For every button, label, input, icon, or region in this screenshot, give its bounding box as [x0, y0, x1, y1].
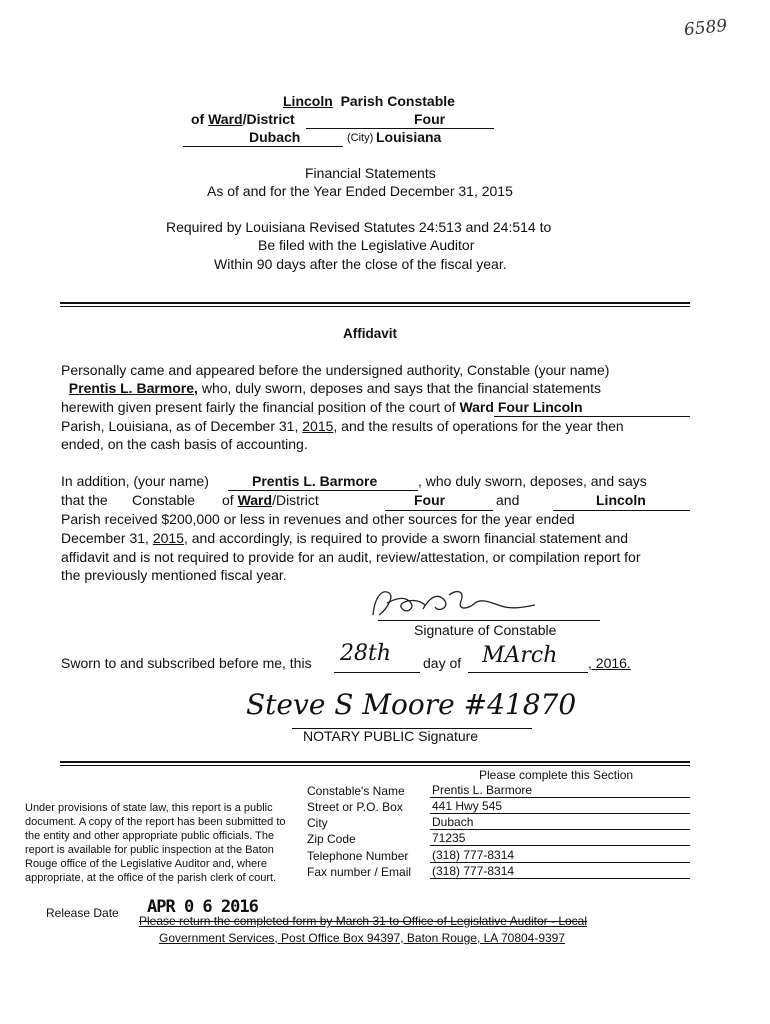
divider-bottom-2 — [60, 765, 690, 766]
affidavit-p2-line-4-post: , and accordingly, is required to provide a sworn financial statement and — [183, 530, 629, 546]
court-underline — [494, 416, 690, 417]
contact-value-zip: 71235 — [430, 831, 690, 846]
constable-signature-label: Signature of Constable — [414, 622, 557, 638]
notice-line: Rouge office of the Legislative Auditor and, where — [25, 858, 267, 870]
divider-top-2 — [60, 306, 690, 307]
affidavit-p2-that-the: that the — [61, 492, 108, 508]
requirement-line-1: Required by Louisiana Revised Statutes 24:513 and 24:514 to — [166, 219, 552, 235]
header-parish-constable-label: Parish Constable — [340, 93, 455, 109]
contact-value-street: 441 Hwy 545 — [430, 799, 690, 814]
affidavit-p2-district: /District — [272, 492, 319, 508]
constable-signature-image — [365, 585, 545, 625]
header-district-label: /District — [242, 111, 295, 127]
affidavit-p2-line-5: affidavit and is not required to provide for an audit, review/attestation, or compilation report for — [61, 549, 641, 565]
affidavit-p2-parish: Lincoln — [596, 492, 646, 508]
affidavit-p2-four: Four — [414, 492, 446, 508]
contact-label-name: Constable's Name — [307, 784, 405, 798]
footer-line-1: Please return the completed form by March 31 to Office of Legislative Auditor - Local — [139, 914, 588, 928]
title-line-2: As of and for the Year Ended December 31, 2015 — [207, 183, 513, 199]
footer-line-2: Government Services, Post Office Box 94397, Baton Rouge, LA 70804-9397 — [159, 931, 566, 945]
affidavit-p2-name: Prentis L. Barmore — [252, 473, 378, 489]
sworn-day-of: day of — [423, 655, 462, 671]
affidavit-p2-line-3: Parish received $200,000 or less in revenues and other sources for the year ended — [61, 511, 575, 527]
sworn-text: Sworn to and subscribed before me, this — [61, 655, 312, 671]
affidavit-p1-line-4-post: , and the results of operations for the year then — [333, 418, 624, 434]
contact-value-city: Dubach — [430, 815, 690, 830]
affidavit-p2-year: 2015 — [152, 530, 184, 546]
sworn-day-underline — [334, 672, 420, 673]
notice-line: Under provisions of state law, this report is a public — [25, 802, 273, 814]
affidavit-p1-line-5: ended, on the cash basis of accounting. — [61, 436, 308, 452]
p2-name-underline — [228, 490, 418, 491]
affidavit-p2-constable: Constable — [132, 492, 196, 508]
sworn-day-handwritten: 28th — [340, 641, 392, 666]
release-date-label: Release Date — [46, 906, 119, 920]
notary-label: NOTARY PUBLIC Signature — [303, 728, 479, 744]
affidavit-p1-court: Ward Four Lincoln — [459, 399, 583, 415]
header-city-value: Dubach — [249, 129, 301, 145]
header-ward-value: Four — [414, 111, 446, 127]
affidavit-p1-year: 2015 — [302, 418, 334, 434]
requirement-line-3: Within 90 days after the close of the fiscal year. — [214, 256, 507, 272]
constable-signature-line — [378, 620, 600, 621]
header-of-label: of — [191, 111, 205, 127]
affidavit-p2-line-1-post: , who duly sworn, deposes, and says — [418, 473, 647, 489]
affidavit-p1-line-4-pre: Parish, Louisiana, as of December 31, — [61, 418, 303, 434]
divider-bottom-1 — [60, 761, 690, 763]
handwritten-page-number: 6589 — [683, 15, 729, 41]
affidavit-p2-and: and — [496, 492, 520, 508]
header-parish: Lincoln — [283, 93, 333, 109]
affidavit-p1-line-2: who, duly sworn, deposes and says that the financial statements — [197, 380, 602, 396]
affidavit-p2-line-6: the previously mentioned fiscal year. — [61, 567, 287, 583]
affidavit-p1-line-3: herewith given present fairly the financial position of the court of — [61, 399, 460, 415]
affidavit-p2-ward: Ward — [237, 492, 273, 508]
contact-label-street: Street or P.O. Box — [307, 800, 403, 814]
affidavit-p1-line-1: Personally came and appeared before the undersigned authority, Constable (your name) — [61, 362, 610, 378]
contact-heading: Please complete this Section — [479, 768, 634, 782]
notice-line: report is available for public inspection at the Baton — [25, 844, 274, 856]
contact-value-fax: (318) 777-8314 — [430, 864, 690, 879]
affidavit-p2-line-1-pre: In addition, (your name) — [61, 473, 209, 489]
contact-label-phone: Telephone Number — [307, 849, 409, 863]
divider-top-1 — [60, 302, 690, 304]
notary-signature-handwritten: Steve S Moore #41870 — [246, 688, 577, 721]
sworn-year: , 2016. — [588, 655, 631, 671]
contact-value-phone: (318) 777-8314 — [430, 848, 690, 863]
contact-label-city: City — [307, 816, 328, 830]
requirement-line-2: Be filed with the Legislative Auditor — [258, 237, 475, 253]
sworn-month-handwritten: MArch — [482, 643, 558, 668]
contact-label-zip: Zip Code — [307, 832, 356, 846]
sworn-month-underline — [468, 672, 588, 673]
header-city-label: (City) — [347, 132, 374, 144]
notice-line: document. A copy of the report has been submitted to — [25, 816, 286, 828]
contact-value-name: Prentis L. Barmore — [430, 783, 690, 798]
notice-line: the entity and other appropriate public officials. The — [25, 830, 275, 842]
release-date-stamp: APR 0 6 2016 — [147, 897, 258, 917]
affidavit-heading: Affidavit — [343, 326, 397, 341]
title-line-1: Financial Statements — [305, 165, 436, 181]
contact-label-fax: Fax number / Email — [307, 865, 412, 879]
affidavit-p1-name: Prentis L. Barmore, — [68, 380, 198, 396]
affidavit-p2-of: of — [222, 492, 234, 508]
header-ward-label: Ward — [208, 111, 243, 127]
affidavit-p2-line-4-pre: December 31, — [61, 530, 153, 546]
header-state: Louisiana — [376, 129, 442, 145]
header-city-underline — [183, 146, 343, 147]
notice-line: appropriate, at the office of the parish clerk of court. — [25, 872, 277, 884]
